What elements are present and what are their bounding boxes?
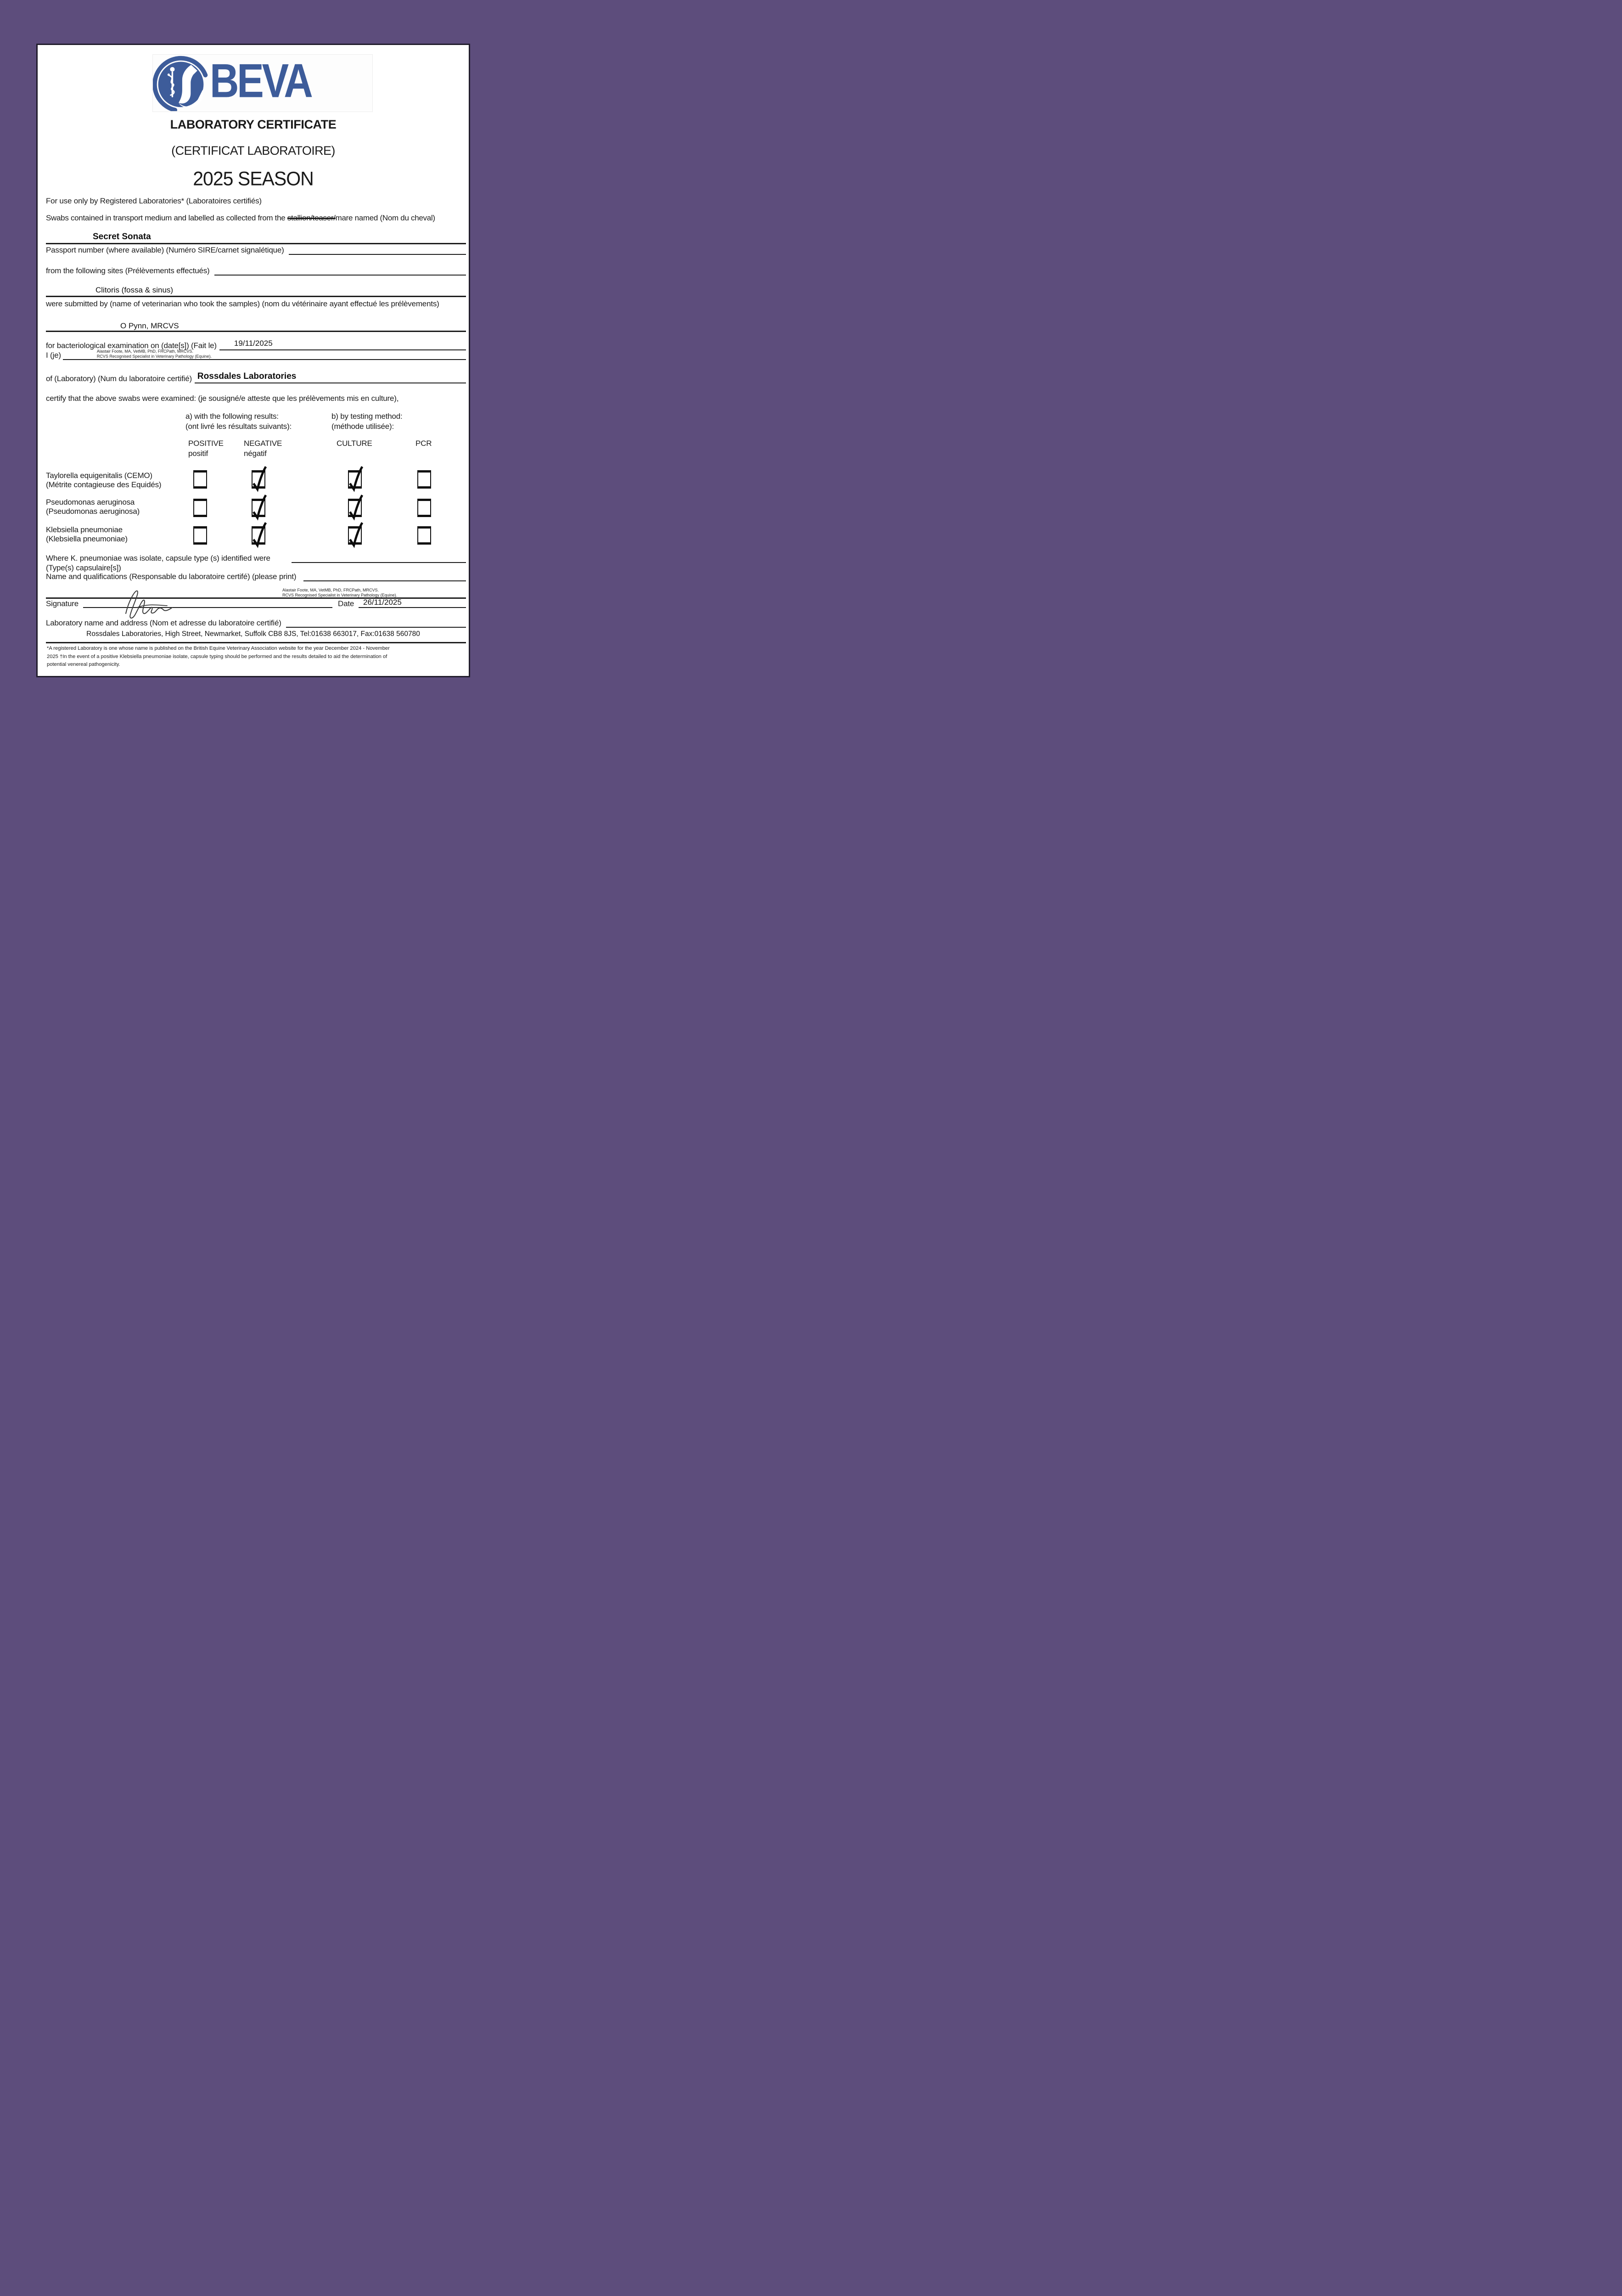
- signatory-name: Alastair Foote, MA, VetMB, PhD, FRCPath, MRCVS.: [282, 588, 379, 592]
- document-title: LABORATORY CERTIFICATE: [170, 118, 337, 131]
- sites-label: from the following sites (Prélèvements effectués): [46, 266, 210, 275]
- screenshot-root: [0, 0, 505, 715]
- examiner-title: RCVS Recognised Specialist in Veterinary Pathology (Equine).: [96, 354, 212, 359]
- intro-line-2-struck: stallion/teaser/: [287, 214, 336, 222]
- signatory-underline: [46, 597, 466, 599]
- checkbox-row1-positive[interactable]: [193, 470, 207, 489]
- checkbox-row3-pcr[interactable]: [417, 526, 431, 545]
- date-label: Date: [338, 599, 354, 608]
- results-header-b: [331, 411, 403, 432]
- organism-3-en: Klebsiella pneumoniae: [46, 525, 123, 534]
- col-positive-fr: positif: [188, 449, 208, 458]
- organism-3-fr: (Klebsiella pneumoniae): [46, 535, 128, 543]
- beva-wordmark: BEVA: [210, 54, 311, 108]
- sites-value: Clitoris (fossa & sinus): [95, 286, 174, 294]
- checkmark-icon: [251, 494, 267, 520]
- organism-row-label: [46, 498, 140, 516]
- checkbox-row2-positive[interactable]: [193, 499, 207, 517]
- date-value: 26/11/2025: [363, 598, 402, 607]
- passport-row: [46, 246, 466, 255]
- exam-date-field[interactable]: [219, 339, 466, 350]
- sites-underline[interactable]: [46, 296, 466, 297]
- col-negative: NEGATIVE: [244, 439, 282, 448]
- checkbox-row3-negative[interactable]: [252, 526, 265, 545]
- horse-name-underline[interactable]: [46, 243, 466, 244]
- sites-field[interactable]: [214, 266, 466, 276]
- document-subtitle: (CERTIFICAT LABORATOIRE): [171, 144, 335, 158]
- examiner-row: [46, 350, 466, 360]
- veterinarian-value: O Pynn, MRCVS: [120, 321, 179, 330]
- lab-address-label: Laboratory name and address (Nom et adresse du laboratoire certifié): [46, 619, 281, 627]
- organism-1-en: Taylorella equigenitalis (CEMO): [46, 471, 152, 480]
- organism-2-fr: (Pseudomonas aeruginosa): [46, 507, 140, 516]
- checkbox-row3-culture[interactable]: [348, 526, 362, 545]
- footnote-line-3: potential venereal pathogenicity.: [47, 662, 120, 667]
- col-negative-fr: négatif: [244, 449, 267, 458]
- results-header-a: [185, 411, 292, 432]
- organism-2-en: Pseudomonas aeruginosa: [46, 498, 135, 506]
- capsule-type-label: Where K. pneumoniae was isolate, capsule type (s) identified were: [46, 554, 270, 563]
- footnote-line-2: 2025 †In the event of a positive Klebsiella pneumoniae isolate, capsule typing should be performed and the results detailed to aid the determination of: [47, 653, 387, 659]
- checkmark-icon: [348, 465, 363, 492]
- name-qualifications-row: [46, 571, 466, 581]
- signature-label: Signature: [46, 599, 79, 608]
- horse-name-value: Secret Sonata: [93, 232, 151, 242]
- checkbox-row2-pcr[interactable]: [417, 499, 431, 517]
- exam-date-value: 19/11/2025: [234, 339, 273, 348]
- exam-date-label: for bacteriological examination on (date[s]) (Fait le): [46, 341, 217, 350]
- certificate-page: [36, 44, 470, 677]
- intro-line-1: For use only by Registered Laboratories* (Laboratoires certifiés): [46, 197, 262, 205]
- checkbox-row2-negative[interactable]: [252, 499, 265, 517]
- submitted-by-label: were submitted by (name of veterinarian who took the samples) (nom du vétérinaire ayant effectué les prélèvements): [46, 299, 439, 308]
- organism-1-fr: (Métrite contagieuse des Equidés): [46, 480, 162, 489]
- col-pcr: PCR: [415, 439, 432, 448]
- of-laboratory-label: of (Laboratory) (Num du laboratoire certifié): [46, 374, 192, 383]
- signatory-smalltext: [282, 588, 397, 597]
- passport-label: Passport number (where available) (Numéro SIRE/carnet signalétique): [46, 246, 284, 254]
- intro-line-2-post: mare named (Nom du cheval): [335, 214, 435, 222]
- date-field[interactable]: [359, 607, 466, 608]
- i-je-label: I (je): [46, 351, 61, 360]
- certify-label: certify that the above swabs were examined: (je sousigné/e atteste que les prélèvements mis en culture),: [46, 394, 399, 403]
- intro-line-2: [46, 214, 435, 223]
- examiner-field[interactable]: [63, 350, 466, 360]
- capsule-type-row: [46, 553, 466, 563]
- checkmark-icon: [348, 521, 363, 548]
- laboratory-field[interactable]: [195, 372, 466, 383]
- signatory-title: RCVS Recognised Specialist in Veterinary Pathology (Equine).: [282, 592, 398, 597]
- veterinarian-underline[interactable]: [46, 331, 466, 332]
- intro-line-2-pre: Swabs contained in transport medium and labelled as collected from the: [46, 214, 287, 222]
- footnote-rule: [46, 642, 466, 643]
- sites-row: [46, 266, 466, 276]
- organism-row-label: [46, 471, 161, 490]
- name-qualifications-field[interactable]: [303, 571, 466, 581]
- checkbox-row1-negative[interactable]: [252, 470, 265, 489]
- beva-horse-logo-icon: [153, 55, 209, 111]
- results-header-b-line2: (méthode utilisée):: [331, 422, 394, 431]
- capsule-type-label-fr: (Type(s) capsulaire[s]): [46, 563, 121, 572]
- footnote: [47, 645, 390, 669]
- checkmark-icon: [348, 494, 363, 520]
- checkmark-icon: [251, 465, 267, 492]
- season-title: 2025 SEASON: [193, 167, 314, 190]
- lab-address-field[interactable]: [286, 619, 466, 628]
- lab-address-row: [46, 619, 466, 628]
- results-header-a-line1: a) with the following results:: [185, 412, 279, 421]
- footnote-line-1: *A registered Laboratory is one whose name is published on the British Equine Veterinary Association website for the year December 2024 - November: [47, 646, 390, 651]
- beva-logo-band: [152, 54, 373, 112]
- lab-address-value: Rossdales Laboratories, High Street, Newmarket, Suffolk CB8 8JS, Tel:01638 663017, Fax:01638 560780: [86, 630, 420, 638]
- checkbox-row2-culture[interactable]: [348, 499, 362, 517]
- checkbox-row1-pcr[interactable]: [417, 470, 431, 489]
- organism-row-label: [46, 525, 128, 544]
- laboratory-row: [46, 372, 466, 383]
- checkbox-row1-culture[interactable]: [348, 470, 362, 489]
- col-culture: CULTURE: [337, 439, 372, 448]
- laboratory-value: Rossdales Laboratories: [197, 371, 297, 381]
- results-header-b-line1: b) by testing method:: [331, 412, 403, 421]
- col-positive: POSITIVE: [188, 439, 224, 448]
- examiner-smalltext: [63, 349, 212, 359]
- signature-scribble: [112, 587, 208, 620]
- checkbox-row3-positive[interactable]: [193, 526, 207, 545]
- capsule-type-field[interactable]: [292, 553, 466, 563]
- examiner-name: Alastair Foote, MA, VetMB, PhD, FRCPath, MRCVS.: [96, 349, 193, 354]
- checkmark-icon: [251, 521, 267, 548]
- passport-field[interactable]: [289, 246, 466, 255]
- results-header-a-line2: (ont livré les résultats suivants):: [185, 422, 292, 431]
- name-qualifications-label: Name and qualifications (Responsable du laboratoire certifé) (please print): [46, 572, 297, 581]
